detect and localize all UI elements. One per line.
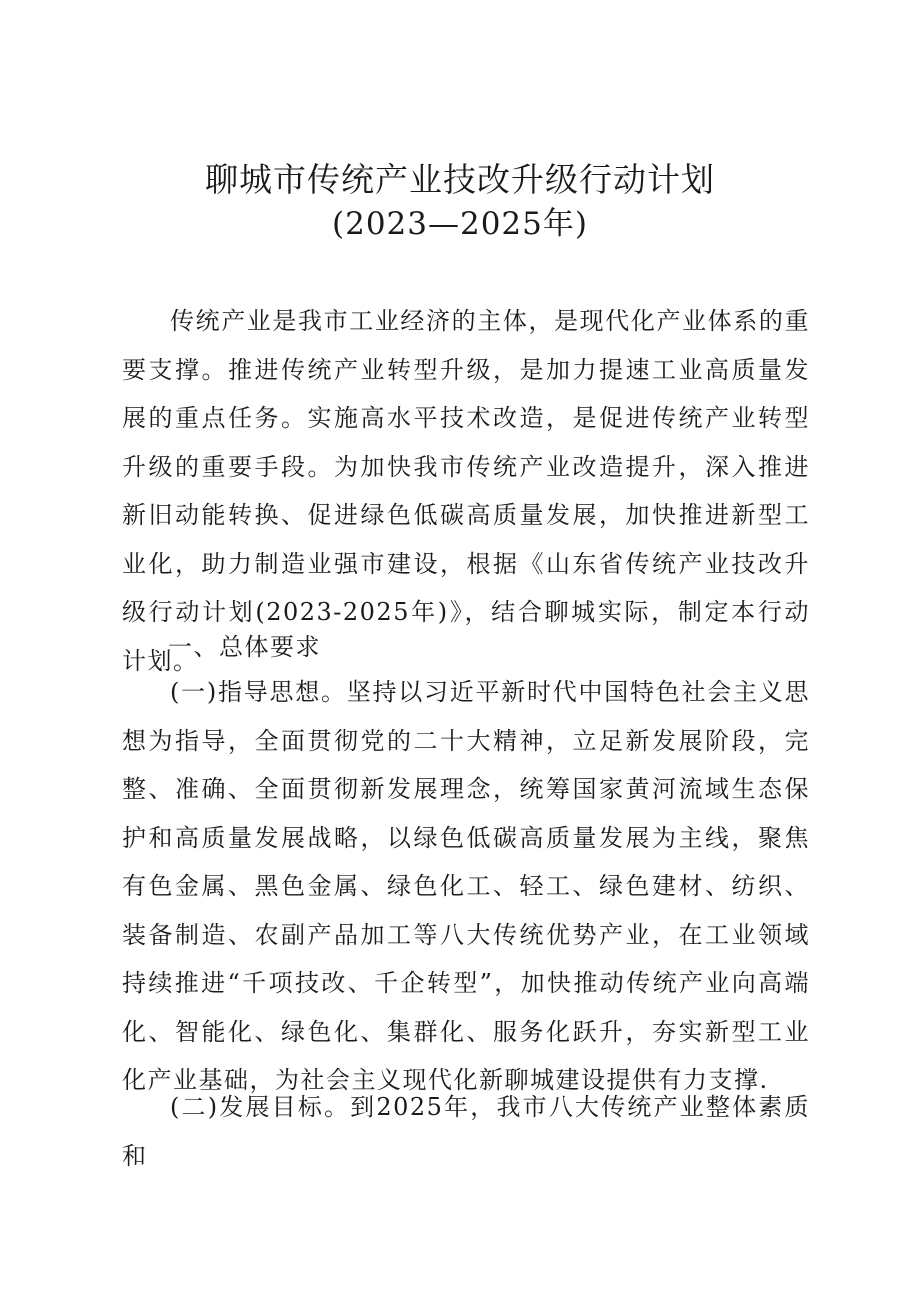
intro-paragraph: 传统产业是我市工业经济的主体，是现代化产业体系的重要支撑。推进传统产业转型升级，是加力提速工业高质量发展的重点任务。实施高水平技术改造，是促进传统产业转型升级的重要手段。为加快我市传统产业改造提升，深入推进新旧动能转换、促进绿色低碳高质量发展，加快推进新型工业化，助力制造业强市建设，根据《山东省传统产业技改升级行动计划(2023-2025年)》，结合聊城实际，制定本行动计划。 [122, 307, 810, 675]
guiding-thought-paragraph: (一)指导思想。坚持以习近平新时代中国特色社会主义思想为指导，全面贯彻党的二十大精神，立足新发展阶段，完整、准确、全面贯彻新发展理念，统筹国家黄河流域生态保护和高质量发展战略，以绿色低碳高质量发展为主线，聚焦有色金属、黑色金属、绿色化工、轻工、绿色建材、纺织、装备制造、农副产品加工等八大传统优势产业，在工业领域持续推进“千项技改、千企转型”，加快推动传统产业向高端化、智能化、绿色化、集群化、服务化跃升，夯实新型工业化产业基础，为社会主义现代化新聊城建设提供有力支撑. [122, 678, 810, 1094]
document-title: 聊城市传统产业技改升级行动计划 [205, 160, 715, 199]
section-heading-overall-requirements: 一、总体要求 [168, 633, 321, 661]
development-goal-paragraph: (二)发展目标。到2025年，我市八大传统产业整体素质和 [122, 1093, 810, 1170]
document-subtitle: (2023—2025年) [332, 206, 588, 242]
